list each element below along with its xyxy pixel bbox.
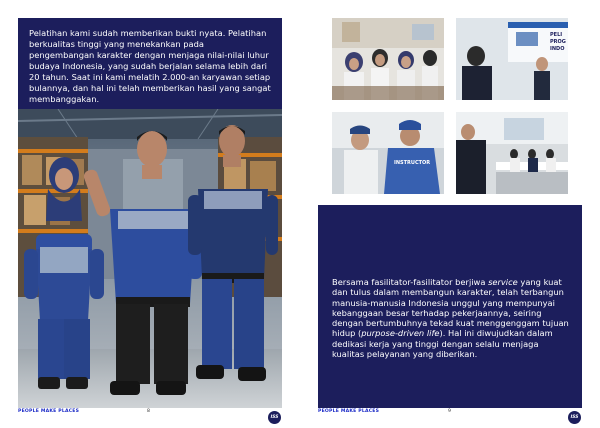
body-text-part3: ). Hal ini diwujudkan dalam dedikasi kerja yang tinggi dengan selalu menjaga kualitas pelayanan yang diberikan. — [332, 328, 553, 360]
photo-instructor — [332, 112, 444, 194]
photo-classroom-students — [332, 18, 444, 100]
intro-text: Pelatihan kami sudah memberikan bukti nyata. Pelatihan berkualitas tinggi yang menekankan pada pengembangan karakter dengan menjaga nilai-nilai luhur budaya Indonesia, yang sudah berjalan selama lebih dari 20 tahun. Saat ini kami melatih 2.000-an karyawan setiap bulannya, dan hal ini telah memberikan hasil yang sangat membanggakan. — [29, 28, 271, 104]
body-text — [332, 277, 572, 359]
instructor-shirt-text: INSTRUCTOR — [394, 160, 431, 166]
footer-label-left: PEOPLE MAKE PLACES — [18, 409, 80, 414]
screen-text-2: PROG — [550, 39, 566, 45]
page-number-left: 8 — [147, 409, 150, 414]
photo-meeting — [456, 112, 568, 194]
page-number-right: 9 — [448, 409, 451, 414]
body-text-part1: Bersama fasilitator-fasilitator berjiwa — [332, 277, 489, 287]
iss-logo-left: ISS — [268, 411, 281, 424]
iss-logo-right: ISS — [568, 411, 581, 424]
page-right — [300, 0, 600, 428]
footer-label-right: PEOPLE MAKE PLACES — [318, 409, 380, 414]
body-text-service: service — [488, 277, 518, 287]
intro-text-box — [18, 18, 282, 109]
photo-presentation — [456, 18, 568, 100]
body-text-part2: yang kuat dan tulus dalam membangun karakter, telah terbangun manusia-manusia Indonesia unggul yang mempunyai kebanggaan besar terhadap pekerjaannya, seiring dengan bertumbuhnya tekad kuat menggenggam tujuan hidup ( — [332, 277, 569, 339]
body-text-box — [318, 205, 582, 408]
warehouse-staff-photo — [18, 109, 282, 408]
screen-text-3: INDO — [550, 46, 565, 52]
screen-text-1: PELI — [550, 32, 563, 38]
body-text-purpose: purpose-driven life — [361, 328, 440, 339]
